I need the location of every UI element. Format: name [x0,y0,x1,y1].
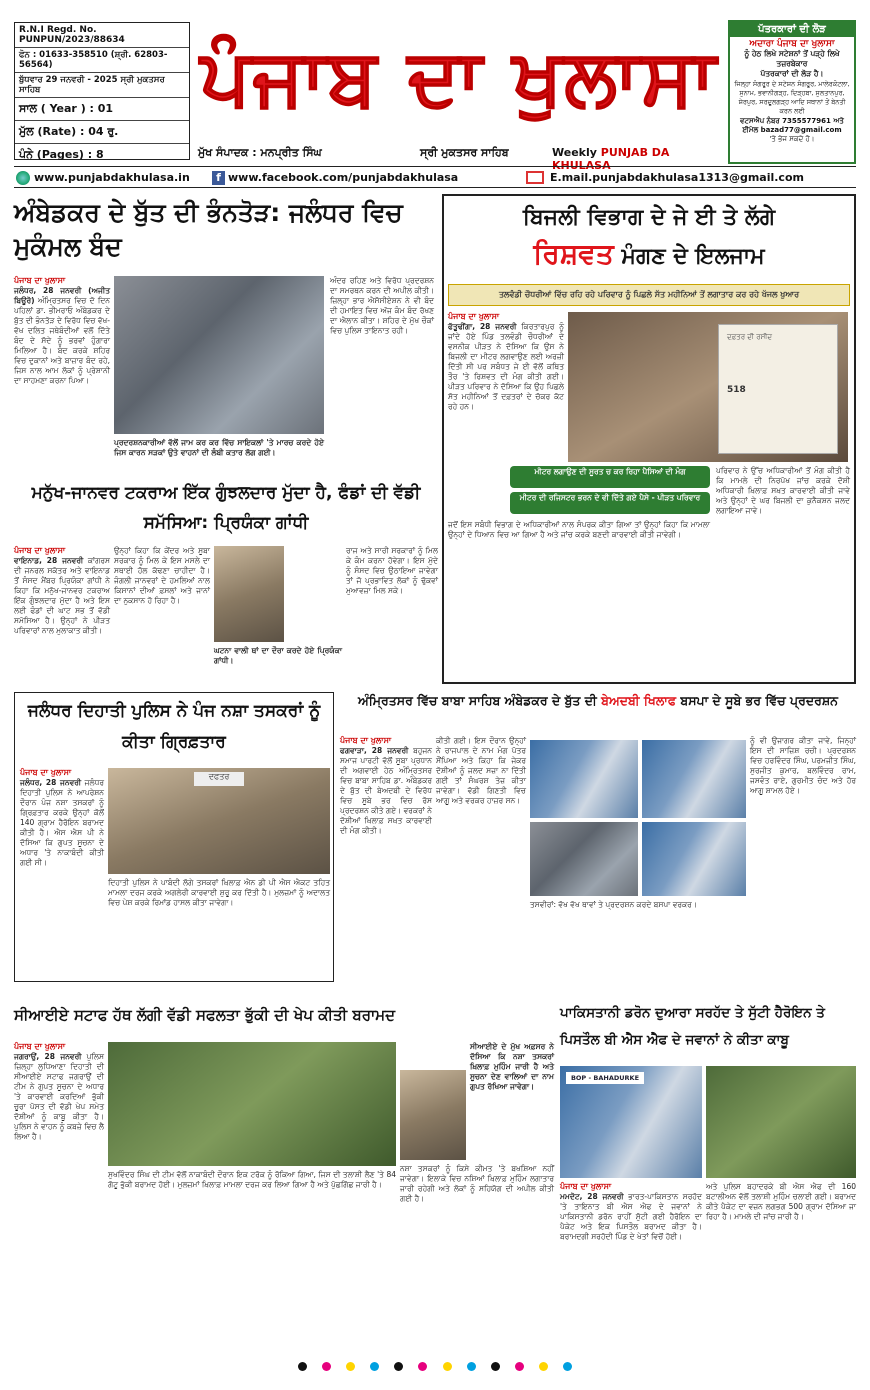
ad-heading: ਪੱਤਰਕਾਰਾਂ ਦੀ ਲੋੜ [730,22,854,37]
reporters-wanted-ad [728,20,856,164]
ad-line1: ਨੂੰ ਹੇਠ ਲਿਖੇ ਸਟੇਸ਼ਨਾਂ ਤੋਂ ਪੜ੍ਹੇ ਲਿਖੇ ਤਜ਼ਰਬੇਕਾਰ [744,49,840,68]
email-icon [526,171,544,184]
story7-text: ਭਾਰਤ-ਪਾਕਿਸਤਾਨ ਸਰਹੱਦ 'ਤੇ ਤਾਇਨਾਤ ਬੀ ਐਸ ਐਫ ਦੇ ਜਵਾਨਾਂ ਨੇ ਪਾਕਿਸਤਾਨੀ ਡਰੋਨ ਰਾਹੀਂ ਸੁੱਟੀ ਗਈ ਹੈਰੋਇਨ ਦਾ ਪੈਕੇਟ ਅਤੇ ਇਕ ਪਿਸਤੌਲ ਬਰਾਮਦ ਕੀਤਾ ਹੈ। ਬਰਾਮਦਗੀ ਸਰਹੱਦੀ ਪਿੰਡ ਦੇ ਖੇਤਾਂ ਵਿਚੋਂ ਹੋਈ। [560,1192,702,1241]
registration-dot [515,1362,524,1371]
registration-dot [418,1362,427,1371]
story2-photo [568,312,848,462]
story5-headline-part2: ਬਸਪਾ ਦੇ ਸੂਬੇ ਭਰ ਵਿੱਚ ਪ੍ਰਦਰਸ਼ਨ [680,693,838,708]
story3-photo [214,546,284,642]
story6-dateline: ਜਗਰਾਉਂ, 28 ਜਨਵਰੀ [14,1052,82,1061]
ad-footer: 'ਤੇ ਭੇਜ ਸਕਦੇ ਹੋ। [769,135,815,143]
registration-dot [491,1362,500,1371]
registration-dot [322,1362,331,1371]
story2-pill2: ਮੀਟਰ ਦੀ ਰਜਿਸਟਰ ਭਰਨ ਦੇ ਵੀ ਦਿੱਤੇ ਗਏ ਪੈਸੇ - ਪੀੜਤ ਪਰਿਵਾਰ [510,492,710,514]
story6-text: ਪੁਲਿਸ ਜ਼ਿਲ੍ਹਾ ਲੁਧਿਆਣਾ ਦਿਹਾਤੀ ਦੀ ਸੀਆਈਏ ਸਟਾਫ ਜਗਰਾਉਂ ਦੀ ਟੀਮ ਨੇ ਗੁਪਤ ਸੂਚਨਾ ਦੇ ਅਧਾਰ 'ਤੇ ਕਾਰਵਾਈ ਕਰਦਿਆਂ ਭੁੱਕੀ ਚੂਰਾ ਪੋਸਤ ਦੀ ਵੱਡੀ ਖੇਪ ਸਮੇਤ ਦੋਸ਼ੀਆਂ ਨੂੰ ਕਾਬੂ ਕੀਤਾ ਹੈ। ਪੁਲਿਸ ਨੇ ਵਾਹਨ ਨੂੰ ਕਬਜ਼ੇ ਵਿਚ ਲੈ ਲਿਆ ਹੈ। [14,1052,104,1141]
story5-body-col3: ਨੂੰ ਵੀ ਉਜਾਗਰ ਕੀਤਾ ਜਾਵੇ, ਜਿਨ੍ਹਾਂ ਇਸ ਦੀ ਸਾਜ਼ਿਸ਼ ਰਚੀ। ਪ੍ਰਦਰਸ਼ਨ ਵਿਚ ਹਰਵਿੰਦਰ ਸਿੰਘ, ਪਰਮਜੀਤ ਸਿੰਘ, ਸੁਰਜੀਤ ਕੁਮਾਰ, ਬਲਵਿੰਦਰ ਰਾਮ, ਜਸਵੰਤ ਰਾਏ, ਗੁਰਮੀਤ ਚੰਦ ਅਤੇ ਹੋਰ ਆਗੂ ਸ਼ਾਮਲ ਹੋਏ। [750,736,856,795]
story2-text: ਕਿਰਤਾਰਪੁਰ ਨੂੰ ਜਾਂਦੇ ਹੋਏ ਪਿੰਡ ਤਲਵੰਡੀ ਚੌਧਰੀਆਂ ਦੇ ਵਸਨੀਕ ਪੀੜਤ ਨੇ ਦੱਸਿਆ ਕਿ ਉਸ ਨੇ ਬਿਜਲੀ ਦਾ ਮੀਟਰ ਲਗਵਾਉਣ ਲਈ ਅਰਜ਼ੀ ਦਿੱਤੀ ਸੀ ਪਰ ਸਬੰਧਤ ਜੇ ਈ ਵੱਲੋਂ ਕਥਿਤ ਤੌਰ 'ਤੇ ਰਿਸ਼ਵਤ ਦੀ ਮੰਗ ਕੀਤੀ ਗਈ। ਪੀੜਤ ਪਰਿਵਾਰ ਨੇ ਦੱਸਿਆ ਕਿ ਉਹ ਪਿਛਲੇ ਸੱਤ ਮਹੀਨਿਆਂ ਤੋਂ ਦਫ਼ਤਰਾਂ ਦੇ ਚੱਕਰ ਕੱਟ ਰਹੇ ਹਨ। [448,322,564,411]
story7-byline: ਪੰਜਾਬ ਦਾ ਖੁਲਾਸਾ [560,1182,612,1191]
story7-body-col2: ਅਤੇ ਪੁਲਿਸ ਬਹਾਦਰਕੇ ਬੀ ਐਸ ਐਫ ਦੀ 160 ਬਟਾਲੀਅਨ ਵੱਲੋਂ ਤਲਾਸ਼ੀ ਮੁਹਿੰਮ ਚਲਾਈ ਗਈ। ਬਰਾਮਦ ਕੀਤੇ ਪੈਕੇਟ ਦਾ ਵਜ਼ਨ ਲਗਭਗ 500 ਗ੍ਰਾਮ ਦੱਸਿਆ ਜਾ ਰਿਹਾ ਹੈ। ਮਾਮਲੇ ਦੀ ਜਾਂਚ ਜਾਰੀ ਹੈ। [706,1182,856,1221]
registration-dot [443,1362,452,1371]
story6-body [14,1042,104,1342]
story4-text: ਜਲੰਧਰ ਦਿਹਾਤੀ ਪੁਲਿਸ ਨੇ ਆਪਰੇਸ਼ਨ ਦੌਰਾਨ ਪੰਜ ਨਸ਼ਾ ਤਸਕਰਾਂ ਨੂੰ ਗ੍ਰਿਫ਼ਤਾਰ ਕਰਕੇ ਉਨ੍ਹਾਂ ਕੋਲੋਂ 140 ਗ੍ਰਾਮ ਹੈਰੋਇਨ ਬਰਾਮਦ ਕੀਤੀ ਹੈ। ਐਸ ਐਸ ਪੀ ਨੇ ਦੱਸਿਆ ਕਿ ਗੁਪਤ ਸੂਚਨਾ ਦੇ ਅਧਾਰ 'ਤੇ ਨਾਕਾਬੰਦੀ ਕੀਤੀ ਗਈ ਸੀ। [20,778,104,867]
story5-caption: ਤਸਵੀਰਾਂ: ਵੱਖ ਵੱਖ ਥਾਵਾਂ ਤੇ ਪ੍ਰਦਰਸ਼ਨ ਕਰਦੇ ਬਸਪਾ ਵਰਕਰ। [530,900,697,909]
story2-document-number: 518 [727,385,746,395]
story2-body [448,312,564,492]
website-link[interactable]: www.punjabdakhulasa.in [34,171,190,184]
story3-caption: ਘਟਨਾ ਵਾਲੀ ਥਾਂ ਦਾ ਦੌਰਾ ਕਰਦੇ ਹੋਏ ਪ੍ਰਿਯੰਕਾ ਗਾਂਧੀ। [214,646,342,665]
masthead-info-box [14,22,190,160]
story3-text: ਕਾਂਗਰਸ ਦੀ ਜਨਰਲ ਸਕੱਤਰ ਅਤੇ ਵਾਇਨਾਡ ਤੋਂ ਸੰਸਦ ਮੈਂਬਰ ਪ੍ਰਿਯੰਕਾ ਗਾਂਧੀ ਨੇ ਕਿਹਾ ਕਿ ਮਨੁੱਖ-ਜਾਨਵਰ ਟਕਰਾਅ ਇੱਕ ਗੁੰਝਲਦਾਰ ਮੁੱਦਾ ਹੈ ਅਤੇ ਇਸ ਲਈ ਫੰਡਾਂ ਦੀ ਘਾਟ ਸਭ ਤੋਂ ਵੱਡੀ ਸਮੱਸਿਆ ਹੈ। ਉਨ੍ਹਾਂ ਨੇ ਪੀੜਤ ਪਰਿਵਾਰਾਂ ਨਾਲ ਮੁਲਾਕਾਤ ਕੀਤੀ। [14,556,110,635]
story7-photo1 [560,1066,702,1178]
ad-org: ਅਦਾਰਾ ਪੰਜਾਬ ਦਾ ਖੁਲਾਸਾ [749,39,835,49]
story6-body-col2: ਸੁਖਵਿੰਦਰ ਸਿੰਘ ਦੀ ਟੀਮ ਵੱਲੋਂ ਨਾਕਾਬੰਦੀ ਦੌਰਾਨ ਇਕ ਟਰੱਕ ਨੂੰ ਰੋਕਿਆ ਗਿਆ, ਜਿਸ ਦੀ ਤਲਾਸ਼ੀ ਲੈਣ 'ਤੇ 84 ਗੱਟੂ ਭੁੱਕੀ ਬਰਾਮਦ ਹੋਈ। ਮੁਲਜ਼ਮਾਂ ਖ਼ਿਲਾਫ਼ ਮਾਮਲਾ ਦਰਜ ਕਰ ਲਿਆ ਗਿਆ ਹੈ ਅਤੇ ਪੁੱਛਗਿੱਛ ਜਾਰੀ ਹੈ। [108,1170,396,1189]
registration-dot [394,1362,403,1371]
story2-headline-part1: ਬਿਜਲੀ ਵਿਭਾਗ ਦੇ ਜੇ ਈ ਤੇ ਲੱਗੇ [522,205,776,230]
phone-number: ਫੋਨ : 01633-358510 (ਸ਼੍ਰੀ. 62803-56564) [15,48,189,73]
story4-headline: ਜਲੰਧਰ ਦਿਹਾਤੀ ਪੁਲਿਸ ਨੇ ਪੰਜ ਨਸ਼ਾ ਤਸਕਰਾਂ ਨੂੰ ਕੀਤਾ ਗ੍ਰਿਫ਼ਤਾਰ [27,701,321,752]
story5-photo3 [530,822,638,896]
story2-headline-part2: ਮੰਗਣ ਦੇ ਇਲਜਾਮ [621,244,765,269]
story6-headline: ਸੀਆਈਏ ਸਟਾਫ ਹੱਥ ਲੱਗੀ ਵੱਡੀ ਸਫਲਤਾ ਭੁੱਕੀ ਦੀ ਖੇਪ ਕੀਤੀ ਬਰਾਮਦ [14,1006,396,1024]
story5-text: ਬਹੁਜਨ ਸਮਾਜ ਪਾਰਟੀ ਵੱਲੋਂ ਸੂਬਾ ਪ੍ਰਧਾਨ ਦੀ ਅਗਵਾਈ ਹੇਠ ਅੰਮ੍ਰਿਤਸਰ ਵਿਚ ਬਾਬਾ ਸਾਹਿਬ ਡਾ. ਅੰਬੇਡਕਰ ਦੇ ਬੁੱਤ ਦੀ ਬੇਅਦਬੀ ਦੇ ਵਿਰੋਧ ਵਿਚ ਸੂਬੇ ਭਰ ਵਿਚ ਰੋਸ ਪ੍ਰਦਰਸ਼ਨ ਕੀਤੇ ਗਏ। ਵਰਕਰਾਂ ਨੇ ਦੋਸ਼ੀਆਂ ਖ਼ਿਲਾਫ਼ ਸਖ਼ਤ ਕਾਰਵਾਈ ਦੀ ਮੰਗ ਕੀਤੀ। [340,746,432,835]
story3-body-col2: ਉਨ੍ਹਾਂ ਕਿਹਾ ਕਿ ਕੇਂਦਰ ਅਤੇ ਸੂਬਾ ਸਰਕਾਰ ਨੂੰ ਮਿਲ ਕੇ ਇਸ ਮਸਲੇ ਦਾ ਸਥਾਈ ਹੱਲ ਕੱਢਣਾ ਚਾਹੀਦਾ ਹੈ। ਜੰਗਲੀ ਜਾਨਵਰਾਂ ਦੇ ਹਮਲਿਆਂ ਨਾਲ ਕਿਸਾਨਾਂ ਦੀਆਂ ਫ਼ਸਲਾਂ ਅਤੇ ਜਾਨਾਂ ਦਾ ਨੁਕਸਾਨ ਹੋ ਰਿਹਾ ਹੈ। [114,546,210,605]
story2-document-label: ਦਫ਼ਤਰ ਦੀ ਰਸੀਦ [727,333,772,341]
pages-info: ਪੰਨੇ (Pages) : 8 [19,148,104,161]
story5-byline: ਪੰਜਾਬ ਦਾ ਖੁਲਾਸਾ [340,736,392,745]
story1-body-col2: ਅੰਦਰ ਰਹਿਣ ਅਤੇ ਵਿਰੋਧ ਪ੍ਰਦਰਸ਼ਨ ਦਾ ਸਮਰਥਨ ਕਰਨ ਦੀ ਅਪੀਲ ਕੀਤੀ। ਜ਼ਿਲ੍ਹਾ ਭਾਰ ਐਸੋਸੀਏਸ਼ਨ ਨੇ ਵੀ ਬੰਦ ਦੀ ਹਮਾਇਤ ਵਿਚ ਅੱਜ ਕੰਮ ਬੰਦ ਰੱਖਣ ਦਾ ਐਲਾਨ ਕੀਤਾ। ਸ਼ਹਿਰ ਦੇ ਮੁੱਖ ਚੌਕਾਂ ਵਿਚ ਪੁਲਿਸ ਤਾਇਨਾਤ ਰਹੀ। [330,276,434,335]
registration-dot [370,1362,379,1371]
story7-headline: ਪਾਕਿਸਤਾਨੀ ਡਰੋਨ ਦੁਆਰਾ ਸਰਹੱਦ ਤੇ ਸੁੱਟੀ ਹੈਰੋਇਨ ਤੇ ਪਿਸਤੌਲ ਬੀ ਐਸ ਐਫ ਦੇ ਜਵਾਨਾਂ ਨੇ ਕੀਤਾ ਕਾਬੂ [560,1005,825,1048]
story3-body [14,546,110,684]
story6-photo [108,1042,396,1166]
story1-photo [114,276,324,434]
story2-body-col2: ਪਰਿਵਾਰ ਨੇ ਉੱਚ ਅਧਿਕਾਰੀਆਂ ਤੋਂ ਮੰਗ ਕੀਤੀ ਹੈ ਕਿ ਮਾਮਲੇ ਦੀ ਨਿਰਪੱਖ ਜਾਂਚ ਕਰਕੇ ਦੋਸ਼ੀ ਅਧਿਕਾਰੀ ਖ਼ਿਲਾਫ਼ ਸਖ਼ਤ ਕਾਰਵਾਈ ਕੀਤੀ ਜਾਵੇ ਅਤੇ ਉਨ੍ਹਾਂ ਦੇ ਘਰ ਬਿਜਲੀ ਦਾ ਕੁਨੈਕਸ਼ਨ ਜਲਦ ਲਗਾਇਆ ਜਾਵੇ। [716,466,850,515]
weekly-name: PUNJAB DA KHULASA [552,146,670,172]
story2-headline-red: ਰਿਸ਼ਵਤ [533,237,614,270]
story2-body-col3: ਜਦੋਂ ਇਸ ਸਬੰਧੀ ਵਿਭਾਗ ਦੇ ਅਧਿਕਾਰੀਆਂ ਨਾਲ ਸੰਪਰਕ ਕੀਤਾ ਗਿਆ ਤਾਂ ਉਨ੍ਹਾਂ ਕਿਹਾ ਕਿ ਮਾਮਲਾ ਉਨ੍ਹਾਂ ਦੇ ਧਿਆਨ ਵਿਚ ਆ ਗਿਆ ਹੈ ਅਤੇ ਜਾਂਚ ਕਰਕੇ ਬਣਦੀ ਕਾਰਵਾਈ ਕੀਤੀ ਜਾਵੇਗੀ। [448,520,710,539]
links-row [14,166,856,188]
story3-headline: ਮਨੁੱਖ-ਜਾਨਵਰ ਟਕਰਾਅ ਇੱਕ ਗੁੰਝਲਦਾਰ ਮੁੱਦਾ ਹੈ, ਫੰਡਾਂ ਦੀ ਵੱਡੀ ਸਮੱਸਿਆ: ਪ੍ਰਿਯੰਕਾ ਗਾਂਧੀ [31,483,421,533]
story4-dateline: ਜਲੰਧਰ, 28 ਜਨਵਰੀ [20,778,82,787]
story5-headline-part1: ਅੰਮ੍ਰਿਤਸਰ ਵਿੱਚ ਬਾਬਾ ਸਾਹਿਬ ਅੰਬੇਡਕਰ ਦੇ ਬੁੱਤ ਦੀ [358,693,597,708]
story6-byline: ਪੰਜਾਬ ਦਾ ਖੁਲਾਸਾ [14,1042,66,1051]
chief-editor: ਮੁੱਖ ਸੰਪਾਦਕ : ਮਨਪ੍ਰੀਤ ਸਿੰਘ [198,146,322,159]
issue-date: ਬੁੱਧਵਾਰ 29 ਜਨਵਰੀ - 2025 ਸ੍ਰੀ ਮੁਕਤਸਰ ਸਾਹਿਬ [15,73,189,98]
story7-bop-sign: BOP - BAHADURKE [566,1072,644,1084]
story4-body [20,768,104,978]
facebook-link[interactable]: www.facebook.com/punjabdakhulasa [228,171,459,184]
weekly-text: Weekly [552,146,597,159]
registration-dot [298,1362,307,1371]
story5-dateline: ਫਗਵਾੜਾ, 28 ਜਨਵਰੀ [340,746,409,755]
story4-photo [108,768,330,874]
registration-dot [539,1362,548,1371]
registration-dot [563,1362,572,1371]
story5-body [340,736,432,984]
story3-byline: ਪੰਜਾਬ ਦਾ ਖੁਲਾਸਾ [14,546,66,555]
story2-headline [448,200,850,276]
ad-body: ਜਿਲ੍ਹਾ ਸੰਗਰੂਰ ਦੇ ਸਟੇਸ਼ਨ ਸੰਗਰੂਰ, ਮਾਲੇਰਕੋਟਲਾ, ਸੁਨਾਮ, ਭਵਾਨੀਗੜ੍ਹ, ਦਿੜ੍ਹਬਾ, ਸੁਲਤਾਨਪੁਰ, ਸ਼ੇਰਪੁਰ, ਸਰਦੂਲਗੜ੍ਹ ਆਦਿ ਸਥਾਨਾਂ ਤੋਂ ਬੇਨਤੀ ਕਰਨ ਲਈ [734,80,850,115]
story1-text: ਅੰਮ੍ਰਿਤਸਰ ਵਿਚ ਦੋ ਦਿਨ ਪਹਿਲਾਂ ਡਾ. ਭੀਮਰਾਓ ਅੰਬੇਡਕਰ ਦੇ ਬੁੱਤ ਦੀ ਭੰਨਤੋੜ ਦੇ ਵਿਰੋਧ ਵਿਚ ਵੱਖ-ਵੱਖ ਦਲਿਤ ਜਥੇਬੰਦੀਆਂ ਵਲੋਂ ਦਿੱਤੇ ਬੰਦ ਦੇ ਸੱਦੇ ਨੂੰ ਭਰਵਾਂ ਹੁੰਗਾਰਾ ਮਿਲਿਆ ਹੈ। ਬੰਦ ਕਰਕੇ ਸ਼ਹਿਰ ਵਿਚ ਦੁਕਾਨਾਂ ਅਤੇ ਬਾਜ਼ਾਰ ਬੰਦ ਰਹੇ, ਜਿਸ ਨਾਲ ਆਮ ਲੋਕਾਂ ਨੂੰ ਪ੍ਰੇਸ਼ਾਨੀ ਦਾ ਸਾਹਮਣਾ ਕਰਨਾ ਪਿਆ। [14,296,110,385]
story2-dateline: ਫੱਤੂਢੀਂਗਾ, 28 ਜਨਵਰੀ [448,322,517,331]
story7-dateline: ਮਮਦੋਟ, 28 ਜਨਵਰੀ [560,1192,624,1201]
year-info: ਸਾਲ ( Year ) : 01 [15,98,189,121]
story1-caption: ਪ੍ਰਦਰਸ਼ਨਕਾਰੀਆਂ ਵੱਲੋਂ ਜਾਮ ਕਰ ਕਰ ਵਿੱਚ ਸਾਇਕਲਾਂ 'ਤੇ ਮਾਰਚ ਕਰਦੇ ਹੋਏ ਜਿਸ ਕਾਰਨ ਸੜਕਾਂ ਉਤੇ ਵਾਹਨਾਂ ਦੀ ਲੰਬੀ ਕਤਾਰ ਲੱਗ ਗਈ। [114,438,324,457]
story5-photo1 [530,740,638,818]
rate-info: ਮੁੱਲ (Rate) : 04 ਰੁ. [15,121,189,144]
facebook-icon: f [212,171,225,185]
story5-photo2 [642,740,746,818]
story4-byline: ਪੰਜਾਬ ਦਾ ਖੁਲਾਸਾ [20,768,72,777]
story5-headline [340,692,856,732]
email-link[interactable]: E.mail.punjabdakhulasa1313@gmail.com [550,171,804,184]
story5-photo4 [642,822,746,896]
story2-byline: ਪੰਜਾਬ ਦਾ ਖੁਲਾਸਾ [448,312,500,321]
ad-contact: ਵਟਸਐਪ ਨੰਬਰ 7355577961 ਅਤੇ [740,117,844,125]
story5-body-col2: ਕੀਤੀ ਗਈ। ਇਸ ਦੌਰਾਨ ਉਨ੍ਹਾਂ ਨੇ ਰਾਜਪਾਲ ਦੇ ਨਾਮ ਮੰਗ ਪੱਤਰ ਸੌਂਪਿਆ ਅਤੇ ਕਿਹਾ ਕਿ ਜੇਕਰ ਦੋਸ਼ੀਆਂ ਨੂੰ ਜਲਦ ਸਜ਼ਾ ਨਾ ਦਿੱਤੀ ਗਈ ਤਾਂ ਸੰਘਰਸ਼ ਤੇਜ਼ ਕੀਤਾ ਜਾਵੇਗਾ। ਵੱਡੀ ਗਿਣਤੀ ਵਿਚ ਆਗੂ ਅਤੇ ਵਰਕਰ ਹਾਜ਼ਰ ਸਨ। [436,736,526,805]
story5-headline-red: ਬੇਅਦਬੀ ਖਿਲਾਫ [601,693,677,708]
story6-body-col3: ਨਸ਼ਾ ਤਸਕਰਾਂ ਨੂੰ ਕਿਸੇ ਕੀਮਤ 'ਤੇ ਬਖਸ਼ਿਆ ਨਹੀਂ ਜਾਵੇਗਾ। ਇਲਾਕੇ ਵਿਚ ਨਸ਼ਿਆਂ ਖ਼ਿਲਾਫ਼ ਮੁਹਿੰਮ ਲਗਾਤਾਰ ਜਾਰੀ ਰਹੇਗੀ ਅਤੇ ਲੋਕਾਂ ਨੂੰ ਸਹਿਯੋਗ ਦੀ ਅਪੀਲ ਕੀਤੀ ਗਈ ਹੈ। [400,1164,554,1203]
story6-officer-photo [400,1070,466,1160]
masthead-city: ਸ੍ਰੀ ਮੁਕਤਸਰ ਸਾਹਿਬ [420,146,509,159]
story1-body [14,276,110,472]
registration-dot [346,1362,355,1371]
newspaper-title: ਪੰਜਾਬ ਦਾ ਖੁਲਾਸਾ [200,33,718,123]
story6-side-note: ਸੀਆਈਏ ਦੇ ਮੁੱਖ ਅਫ਼ਸਰ ਨੇ ਦੱਸਿਆ ਕਿ ਨਸ਼ਾ ਤਸਕਰਾਂ ਖ਼ਿਲਾਫ਼ ਮੁਹਿੰਮ ਜਾਰੀ ਹੈ ਅਤੇ ਸੂਚਨਾ ਦੇਣ ਵਾਲਿਆਂ ਦਾ ਨਾਮ ਗੁਪਤ ਰੱਖਿਆ ਜਾਵੇਗਾ। [470,1042,554,1091]
story3-body-col3: ਰਾਜ ਅਤੇ ਸਾਰੀ ਸਰਕਾਰਾਂ ਨੂੰ ਮਿਲ ਕੇ ਕੰਮ ਕਰਨਾ ਹੋਵੇਗਾ। ਇਸ ਮੁੱਦੇ ਨੂੰ ਸੰਸਦ ਵਿਚ ਉਠਾਇਆ ਜਾਵੇਗਾ ਤਾਂ ਜੋ ਪ੍ਰਭਾਵਿਤ ਲੋਕਾਂ ਨੂੰ ਢੁੱਕਵਾਂ ਮੁਆਵਜ਼ਾ ਮਿਲ ਸਕੇ। [346,546,438,595]
story3-dateline: ਵਾਇਨਾਡ, 28 ਜਨਵਰੀ [14,556,84,565]
registration-dot [467,1362,476,1371]
print-registration-marks [14,1356,856,1370]
story4-office-sign: ਦਫਤਰ [194,772,244,786]
globe-icon [16,171,30,185]
ad-email: ਈਮੇਲ bazad77@gmail.com [742,126,842,134]
story7-photo2 [706,1066,856,1178]
story2-pill1: ਮੀਟਰ ਲਗਾਉਣ ਦੀ ਸੂਰਤ ਚ ਕਰ ਰਿਹਾ ਪੈਸਿਆਂ ਦੀ ਮੰਗ [510,466,710,488]
story1-headline: ਅੰਬੇਡਕਰ ਦੇ ਬੁੱਤ ਦੀ ਭੰਨਤੋੜ: ਜਲੰਧਰ ਵਿਚ ਮੁਕੰਮਲ ਬੰਦ [14,198,403,261]
story7-body [560,1182,702,1342]
story4-body-col2: ਦਿਹਾਤੀ ਪੁਲਿਸ ਨੇ ਪਾਬੰਦੀ ਲੱਗੇ ਤਸਕਰਾਂ ਖ਼ਿਲਾਫ਼ ਐਨ ਡੀ ਪੀ ਐਸ ਐਕਟ ਤਹਿਤ ਮਾਮਲਾ ਦਰਜ ਕਰਕੇ ਅਗਲੇਰੀ ਕਾਰਵਾਈ ਸ਼ੁਰੂ ਕਰ ਦਿੱਤੀ ਹੈ। ਮੁਲਜ਼ਮਾਂ ਨੂੰ ਅਦਾਲਤ ਵਿਚ ਪੇਸ਼ ਕਰਕੇ ਰਿਮਾਂਡ ਹਾਸਲ ਕੀਤਾ ਜਾਵੇਗਾ। [108,878,330,907]
reg-number: R.N.I Regd. No. PUNPUN/2023/88634 [15,23,189,48]
story1-byline: ਪੰਜਾਬ ਦਾ ਖੁਲਾਸਾ [14,276,66,285]
ad-line2: ਪੱਤਰਕਾਰਾਂ ਦੀ ਲੋੜ ਹੈ। [760,69,824,78]
story1-dateline: ਜਲੰਧਰ, 28 ਜਨਵਰੀ (ਅਜੀਤ ਬਿਊਰੋ) [14,286,110,305]
story2-strap: ਤਲਵੰਡੀ ਚੌਧਰੀਆਂ ਵਿੱਚ ਰਹਿ ਰਹੇ ਪਰਿਵਾਰ ਨੂੰ ਪਿਛਲੇ ਸੱਤ ਮਹੀਨਿਆਂ ਤੋਂ ਲਗਾਤਾਰ ਕਰ ਰਹੇ ਖੱਜਲ ਖੁਆਰ [448,284,850,306]
story2-document [718,324,838,454]
